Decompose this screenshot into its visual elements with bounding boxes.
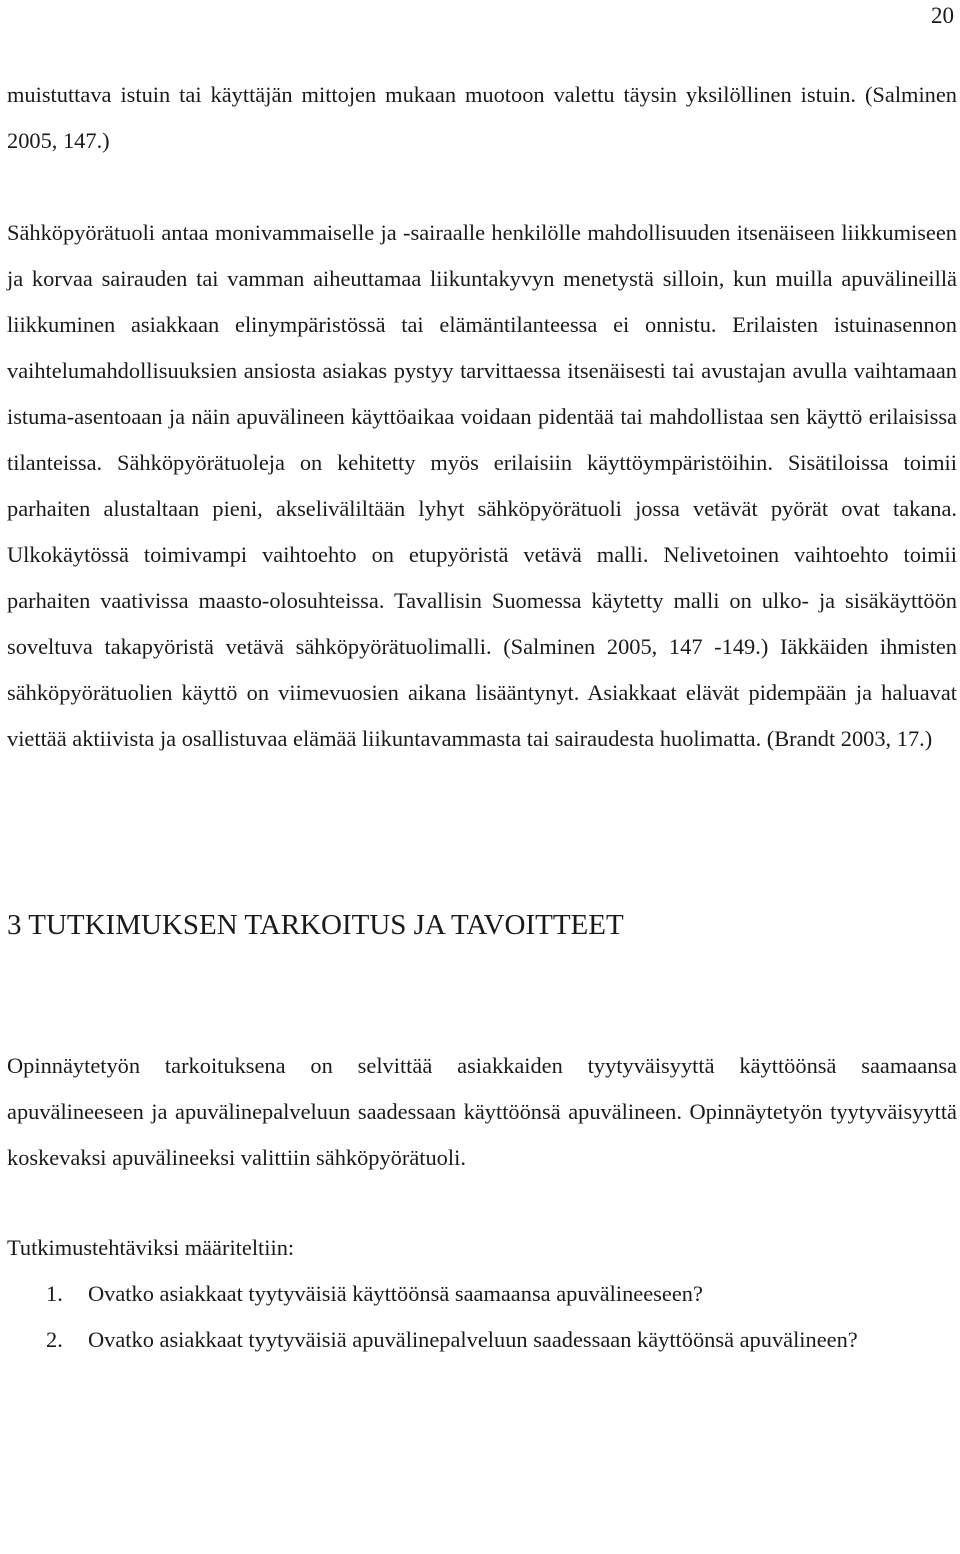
page-number: 20: [931, 3, 954, 28]
list-item-text: Ovatko asiakkaat tyytyväisiä apuvälinepalveluun saadessaan käyttöönsä apuvälineen?: [88, 1327, 858, 1352]
research-tasks-list: [7, 1271, 957, 1363]
paragraph-power-wheelchair: Sähköpyörätuoli antaa monivammaiselle ja -sairaalle henkilölle mahdollisuuden itsenäiseen liikkumiseen ja korvaa sairauden tai vamman aiheuttamaa liikuntakyvyn menetystä silloin, kun muilla apuvälineillä liikkuminen asiakkaan elinympäristössä tai elämäntilanteessa ei onnistu. Erilaisten istuinasennon vaihtelumahdollisuuksien ansiosta asiakas pystyy tarvittaessa itsenäisesti tai avustajan avulla vaihtamaan istuma-asentoaan ja näin apuvälineen käyttöaikaa voidaan pidentää tai mahdollistaa sen käyttö erilaisissa tilanteissa. Sähköpyörätuoleja on kehitetty myös erilaisiin käyttöympäristöihin. Sisätiloissa toimii parhaiten alustaltaan pieni, akseliväliltään lyhyt sähköpyörätuoli jossa vetävät pyörät ovat takana. Ulkokäytössä toimivampi vaihtoehto on etupyöristä vetävä malli. Nelivetoinen vaihtoehto toimii parhaiten vaativissa maasto-olosuhteissa. Tavallisin Suomessa käytetty malli on ulko- ja sisäkäyttöön soveltuva takapyöristä vetävä sähköpyörätuolimalli. (Salminen 2005, 147 -149.) Iäkkäiden ihmisten sähköpyörätuolien käyttö on viimevuosien aikana lisääntynyt. Asiakkaat elävät pidempään ja haluavat viettää aktiivista ja osallistuvaa elämää liikuntavammasta tai sairaudesta huolimatta. (Brandt 2003, 17.): [7, 220, 957, 751]
list-item-number: 1.: [46, 1281, 63, 1306]
document-body: [7, 72, 957, 1363]
research-tasks-intro: Tutkimustehtäviksi määriteltiin:: [7, 1235, 295, 1260]
list-item: [7, 1271, 957, 1317]
list-item-number: 2.: [46, 1327, 63, 1352]
paragraph-purpose: Opinnäytetyön tarkoituksena on selvittää asiakkaiden tyytyväisyyttä käyttöönsä saamaansa apuvälineeseen ja apuvälinepalveluun saadessaan käyttöönsä apuvälineen. Opinnäytetyön tyytyväisyyttä koskevaksi apuvälineeksi valittiin sähköpyörätuoli.: [7, 1053, 957, 1170]
list-item: [7, 1317, 957, 1363]
list-item-text: Ovatko asiakkaat tyytyväisiä käyttöönsä saamaansa apuvälineeseen?: [88, 1281, 703, 1306]
chapter-heading: 3 TUTKIMUKSEN TARKOITUS JA TAVOITTEET: [7, 909, 624, 941]
paragraph-seat-description: muistuttava istuin tai käyttäjän mittojen mukaan muotoon valettu täysin yksilöllinen istuin. (Salminen 2005, 147.): [7, 82, 957, 153]
